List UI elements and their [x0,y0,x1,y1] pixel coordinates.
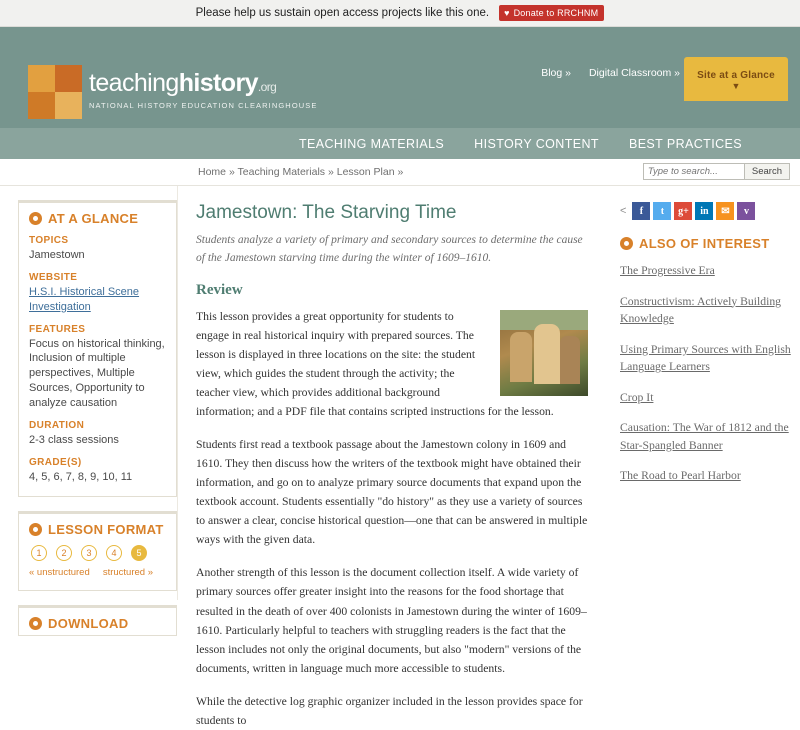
related-link-6[interactable]: The Road to Pearl Harbor [620,469,741,483]
logo-mark-icon [28,65,82,119]
main-nav [0,128,800,159]
gear-icon [29,617,42,630]
related-link-5[interactable]: Causation: The War of 1812 and the Star-Spangled Banner [620,421,789,452]
download-header [29,616,166,631]
lesson-format-step-3: 3 [81,545,97,561]
breadcrumb-item-lesson-plan[interactable]: Lesson Plan [336,166,395,178]
support-banner-message: Please help us sustain open access projects like this one. [195,7,490,19]
site-at-a-glance-tab[interactable] [684,57,788,101]
site-search [643,163,790,180]
field-label-website: WEBSITE [29,271,78,283]
at-a-glance-title: AT A GLANCE [48,211,139,226]
at-a-glance-header [29,211,166,226]
logo-tagline: NATIONAL HISTORY EDUCATION CLEARINGHOUSE [89,101,318,110]
field-label-features: FEATURES [29,323,86,335]
related-link-1[interactable]: The Progressive Era [620,264,715,277]
breadcrumb [198,166,403,178]
lesson-illustration [500,310,588,396]
field-value-duration: 2-3 class sessions [29,433,119,446]
download-panel [18,605,177,636]
gear-icon [29,212,42,225]
share-icon[interactable]: < [620,205,627,217]
facebook-icon[interactable]: f [632,202,650,220]
main-content [178,186,610,727]
page-summary: Students analyze a variety of primary and secondary sources to determine the cause of the Jamestown starving time during the winter of 1609–1610. [196,234,583,264]
site-logo[interactable] [28,65,317,119]
field-value-website [29,285,166,315]
logo-wordmark [89,71,317,96]
paragraph-4: While the detective log graphic organizer included in the lesson provides space for students to [196,694,583,727]
breadcrumb-separator-2: » [327,166,334,178]
paragraph-3: Another strength of this lesson is the document collection itself. A wide variety of primary sources offer greater insight into the reasons for the food shortage that resulted in the death of over 400 colonists in Jamestown during the winter of 1609–1610. Particularly helpful to teachers with struggling readers is the fact that the lesson includes not only the original documents, but also "modern" versions of the documents, written in language much more accessible to students. [196,566,587,675]
breadcrumb-item-teaching-materials[interactable]: Teaching Materials [237,166,326,178]
lesson-format-step-4: 4 [106,545,122,561]
section-heading-review: Review [196,281,243,298]
logo-name-part1: teaching [89,69,179,97]
field-label-topics: TOPICS [29,235,69,246]
field-value-grades: 4, 5, 6, 7, 8, 9, 10, 11 [29,470,133,483]
lesson-format-scale [31,545,166,561]
logo-name-suffix: .org [257,80,277,94]
support-banner [0,0,800,27]
twitter-icon[interactable]: t [653,202,671,220]
pocket-icon[interactable]: v [737,202,755,220]
article-body [196,307,588,730]
nav-item-teaching-materials[interactable]: TEACHING MATERIALS [298,136,445,151]
lesson-format-header [29,522,166,537]
utility-nav-item-blog[interactable]: Blog » [541,67,571,79]
lesson-format-step-5: 5 [131,545,147,561]
also-of-interest-title: ALSO OF INTEREST [639,236,770,251]
gear-icon [29,523,42,536]
field-label-duration: DURATION [29,419,85,431]
breadcrumb-separator-3: » [397,166,404,178]
page-body [0,186,800,727]
nav-item-best-practices[interactable]: BEST PRACTICES [628,136,742,151]
google-plus-icon[interactable]: g+ [674,202,692,220]
paragraph-2: Students first read a textbook passage about the Jamestown colony in 1609 and 1610. They then discuss how the writers of the textbook might have obtained their information, and go on to analyze primary source documents that expand upon the textbook account. Students essentially "do history" as they use a variety of sources to answer a clear, concise historical question—one that can be answered in multiple ways with the given data. [196,438,588,547]
email-icon[interactable]: ✉ [716,202,734,220]
lesson-format-panel [18,511,177,591]
also-of-interest-header [620,236,792,251]
logo-name-part2: history [178,69,258,97]
chevron-down-icon: ▼ [731,80,741,91]
breadcrumb-separator-1: » [228,166,235,178]
field-label-grades: GRADE(S) [29,456,82,468]
lesson-format-title: LESSON FORMAT [48,522,164,538]
right-rail [610,186,800,600]
download-title: DOWNLOAD [48,616,129,632]
paragraph-1: This lesson provides a great opportunity for students to engage in real historical inquiry with prepared sources. The lesson is displayed in three locations on the site: the student view, which guides the student through the activity; the teacher view, which provides additional background information; and a PDF file that contains scripted instructions for the lesson. [196,309,554,418]
website-link[interactable]: H.S.I. Historical Scene Investigation [29,285,140,313]
related-link-2[interactable]: Constructivism: Actively Building Knowledge [620,294,782,326]
masthead [0,27,800,128]
lesson-format-step-1: 1 [31,545,47,561]
linkedin-icon[interactable]: in [695,202,713,220]
nav-item-history-content[interactable]: HISTORY CONTENT [474,136,599,151]
lesson-format-step-2: 2 [56,545,72,561]
sidebar [0,186,178,632]
donate-button-label: Donate to RRCHNM [513,8,599,18]
search-button[interactable]: Search [745,163,790,180]
related-link-3[interactable]: Using Primary Sources with English Language Learners [620,342,791,374]
scale-label-unstructured: « unstructured [29,567,90,579]
page-title: Jamestown: The Starving Time [196,202,457,223]
utility-nav-item-digital-classroom[interactable]: Digital Classroom » [588,67,680,79]
search-input[interactable] [643,163,745,180]
field-value-features: Focus on historical thinking, Inclusion of multiple perspectives, Multiple Sources, Opportunity to analyze causation [29,337,165,409]
breadcrumb-item-home[interactable]: Home [198,166,227,178]
utility-nav [541,67,680,79]
field-value-topics[interactable]: Jamestown [29,249,85,261]
share-bar [620,202,792,220]
lesson-format-scale-labels [29,567,153,578]
heart-icon: ♥ [504,8,510,18]
scale-label-structured: structured » [102,567,153,579]
breadcrumb-bar [0,159,800,186]
gear-icon [620,237,633,250]
donate-button[interactable] [499,5,604,21]
at-a-glance-panel [18,200,177,497]
site-at-a-glance-label: Site at a Glance [697,69,775,81]
related-link-4[interactable]: Crop It [620,390,654,404]
